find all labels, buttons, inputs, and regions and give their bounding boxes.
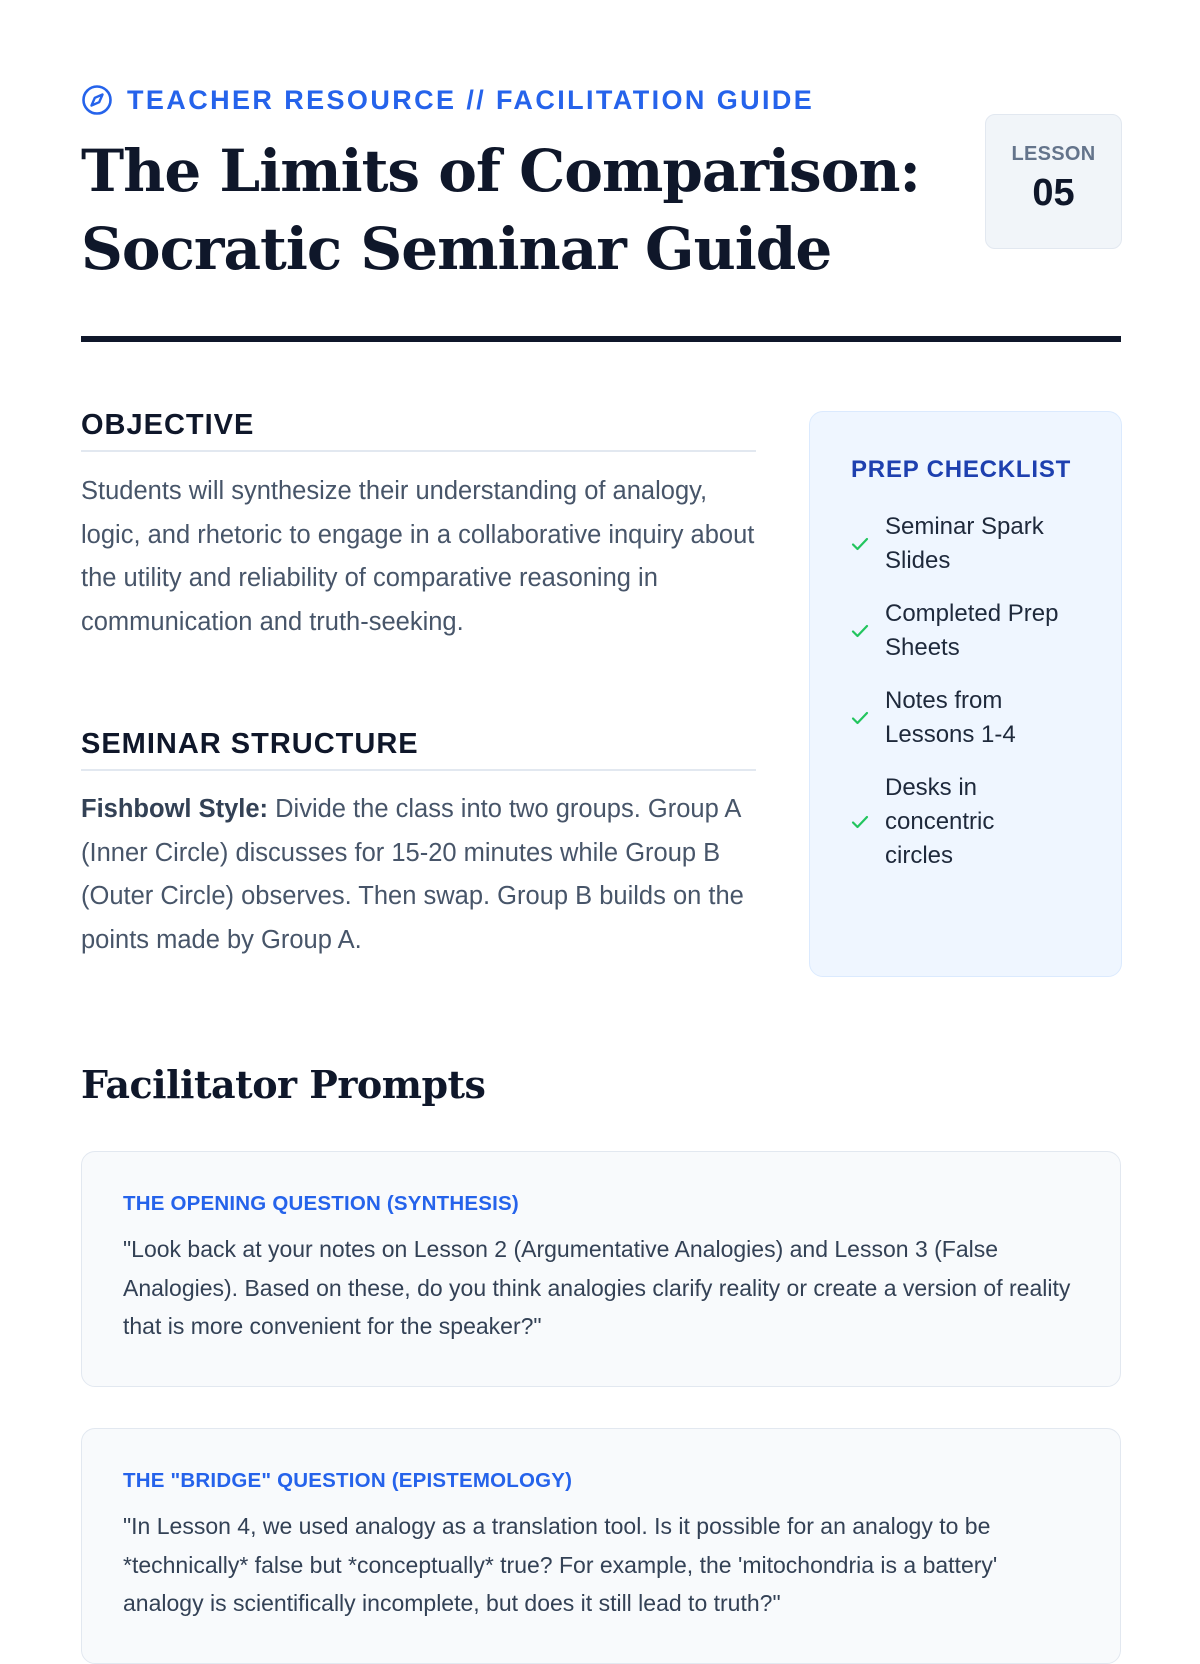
checklist-item-label: Notes from Lessons 1-4 [885,687,1016,748]
check-icon [851,815,869,829]
prompt-text: "In Lesson 4, we used analogy as a translation tool. Is it possible for an analogy to be *technically* false but *conceptually* true? For example, the 'mitochondria is a battery' analogy is scientifically incomplete, but does it still lead to truth?" [123,1513,998,1616]
checklist-item [851,510,1091,578]
objective-heading: OBJECTIVE [81,409,756,452]
prompts-heading: Facilitator Prompts [81,1062,486,1107]
objective-text: Students will synthesize their understanding of analogy, logic, and rhetoric to engage in a collaborative inquiry about the utility and reliability of comparative reasoning in communication and truth-seeking. [81,477,755,636]
prep-checklist [809,411,1122,977]
structure-lead: Fishbowl Style: [81,795,269,823]
compass-icon [81,84,113,116]
checklist-item-label: Seminar Spark Slides [885,513,1044,574]
prompt-kicker: THE "BRIDGE" QUESTION (EPISTEMOLOGY) [123,1469,573,1492]
lesson-number: 05 [1032,172,1075,214]
checklist-item-label: Completed Prep Sheets [885,600,1059,661]
structure-heading: SEMINAR STRUCTURE [81,728,756,771]
checklist-list [851,510,1091,873]
lesson-badge [985,114,1122,249]
header-divider [81,336,1121,342]
structure-body: Divide the class into two groups. Group A (Inner Circle) discusses for 15-20 minutes while Group B (Outer Circle) observes. Then swap. Group B builds on the points made by Group A. [81,795,744,954]
eyebrow [81,84,814,116]
prompt-card [81,1428,1121,1664]
check-icon [851,537,869,551]
checklist-heading: PREP CHECKLIST [851,456,1072,483]
page-title-line-2: Socratic Seminar Guide [81,215,832,283]
structure-text [81,788,756,962]
prompt-kicker: THE OPENING QUESTION (SYNTHESIS) [123,1192,519,1215]
page-title-line-1: The Limits of Comparison: [81,137,920,205]
checklist-item-label: Desks in concentric circles [885,774,995,869]
check-icon [851,711,869,725]
lesson-label: LESSON [1011,143,1096,165]
checklist-item [851,684,1091,752]
page-title [81,132,941,288]
checklist-item [851,771,1091,873]
prompt-card [81,1151,1121,1387]
prompt-text: "Look back at your notes on Lesson 2 (Argumentative Analogies) and Lesson 3 (False Analogies). Based on these, do you think analogies clarify reality or create a version of reality that is more convenient for the speaker?" [123,1236,1071,1339]
checklist-item [851,597,1091,665]
check-icon [851,624,869,638]
eyebrow-text: TEACHER RESOURCE // FACILITATION GUIDE [127,84,815,115]
